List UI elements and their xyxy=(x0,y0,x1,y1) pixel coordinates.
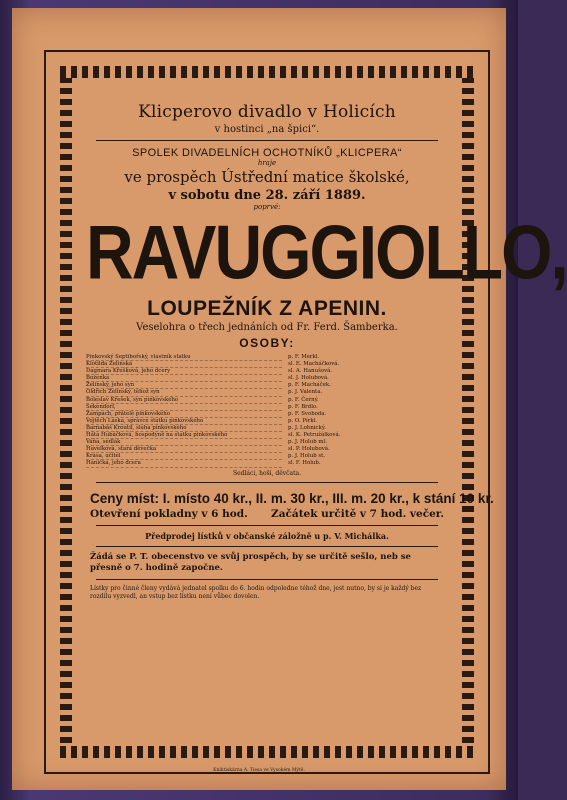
cast-row xyxy=(86,389,448,396)
cast-role: Sekendorf, xyxy=(86,404,282,411)
divider xyxy=(96,482,438,483)
divider xyxy=(96,140,438,141)
cast-actor: p. J. Holub st. xyxy=(288,453,325,460)
cast-role: Želinský, jeho syn xyxy=(86,382,282,389)
cast-role: Klotilda Želinská xyxy=(86,361,282,368)
times-row xyxy=(86,508,448,520)
cast-actor: sl. F. Holub. xyxy=(288,460,321,467)
start-time: Začátek určitě v 7 hod. večer. xyxy=(271,507,444,520)
cast-role: Krása, učitel xyxy=(86,453,282,460)
cast-extras: Sedláci, hoši, děvčata. xyxy=(233,469,301,477)
cast-actor: p. O. Pírkl. xyxy=(288,417,318,424)
cast-role: Barnabáš Kroutil, sluha pinkovského xyxy=(86,425,282,432)
play-genre: Veselohra o třech jednáních od Fr. Ferd. Šamberka. xyxy=(136,322,398,333)
cast-role: Hanička, jeho dcera xyxy=(86,460,282,467)
cast-row xyxy=(86,375,448,382)
cast-row xyxy=(86,354,448,361)
benefit-line: ve prospěch Ústřední matice školské, xyxy=(124,168,410,186)
ticket-prices: Ceny míst: I. místo 40 kr., II. m. 30 kr., III. m. 20 kr., k stání 10 kr. xyxy=(90,490,494,506)
cast-row xyxy=(86,432,448,439)
printer-imprint: Knihtiskárna A. Tiesa ve Vysokém Mýtě. xyxy=(213,768,305,773)
cast-actor: sl. P. Holubová. xyxy=(288,446,330,453)
cast-role: Váňa, sedlák xyxy=(86,439,282,446)
cast-role: Žampach, přátelé pinkovského xyxy=(86,411,282,418)
cast-role: Boženka xyxy=(86,375,282,382)
cast-role: Boleslav Křešek, syn pinkovského xyxy=(86,397,282,404)
cast-row xyxy=(86,425,448,432)
cast-row xyxy=(86,446,448,453)
cast-role: Pinkovský Septibořský, vlastník statku xyxy=(86,354,282,361)
cast-actor: p. J. Holub ml. xyxy=(288,439,327,446)
cast-actor: p. F. Macháček. xyxy=(288,382,331,389)
divider xyxy=(96,546,438,547)
cast-row xyxy=(86,368,448,375)
cast-row xyxy=(86,404,448,411)
cast-actor: p. J. Valenta. xyxy=(288,389,323,396)
cast-role: Havelková, stará děvečka xyxy=(86,446,282,453)
venue: v hostinci „na špici“. xyxy=(214,124,320,135)
first-time-label: poprvé: xyxy=(253,203,281,211)
society-name: SPOLEK DIVADELNÍCH OCHOTNÍKŮ „KLICPERA“ xyxy=(132,147,402,159)
cast-role: Dagmara Křešková, jeho dcery xyxy=(86,368,282,375)
play-subtitle: LOUPEŽNÍK Z APENIN. xyxy=(147,297,387,320)
poster-sheet xyxy=(12,8,567,790)
cast-actor: sl. A. Hanušová. xyxy=(288,368,333,375)
cast-role: Háta Hubáčková, hospodyně na statku pinkovského xyxy=(86,432,282,439)
cast-actor: p. F. Merkl. xyxy=(288,354,320,360)
cast-heading: OSOBY: xyxy=(239,336,295,350)
cast-actor: p. F. Černý. xyxy=(288,396,319,403)
theatre-name: Klicperovo divadlo v Holicích xyxy=(138,102,396,122)
cast-actor: p. F. Svoboda. xyxy=(288,410,327,417)
cast-row xyxy=(86,397,448,404)
advance-sale: Předprodej lístků v občanské záložně u p. V. Michálka. xyxy=(145,530,389,541)
cast-actor: p. F. Brdlo. xyxy=(288,403,318,410)
cast-actor: sl. E. Macháčková. xyxy=(288,361,340,368)
cast-row xyxy=(86,460,448,467)
doors-time: Otevření pokladny v 6 hod. xyxy=(90,507,248,520)
cast-actor: sl. K. Petružálková. xyxy=(288,432,341,439)
cast-role: Vojtěch Láska, správce statku pinkovského xyxy=(86,418,282,425)
play-title: RAVUGGIOLLO, xyxy=(86,209,567,295)
cast-row xyxy=(86,418,448,425)
poster-content xyxy=(86,96,567,746)
divider xyxy=(96,579,438,580)
cast-actor: sl. J. Holubová. xyxy=(288,375,329,382)
cast-role: Oldřich Želinský, téhož syn xyxy=(86,389,282,396)
audience-notice: Žádá se P. T. obecenstvo ve svůj prospěch, by se určitě sešlo, neb se přesně o 7. hodině započne. xyxy=(90,551,411,573)
cast-row xyxy=(86,411,448,418)
performance-date: v sobotu dne 28. září 1889. xyxy=(168,188,366,203)
cast-list xyxy=(86,354,448,468)
divider xyxy=(96,525,438,526)
performs-label: hraje xyxy=(257,159,277,167)
cast-actor: p. J. Lohnický. xyxy=(288,424,326,431)
fine-print: Lístky pro činné členy vydává jednatel spolku do 6. hodin odpoledne téhož dne, jest nutno, by si je každý bez rozdílu vyzvedl, an vstup bez lístku není vůbec dovolen. xyxy=(90,584,422,600)
